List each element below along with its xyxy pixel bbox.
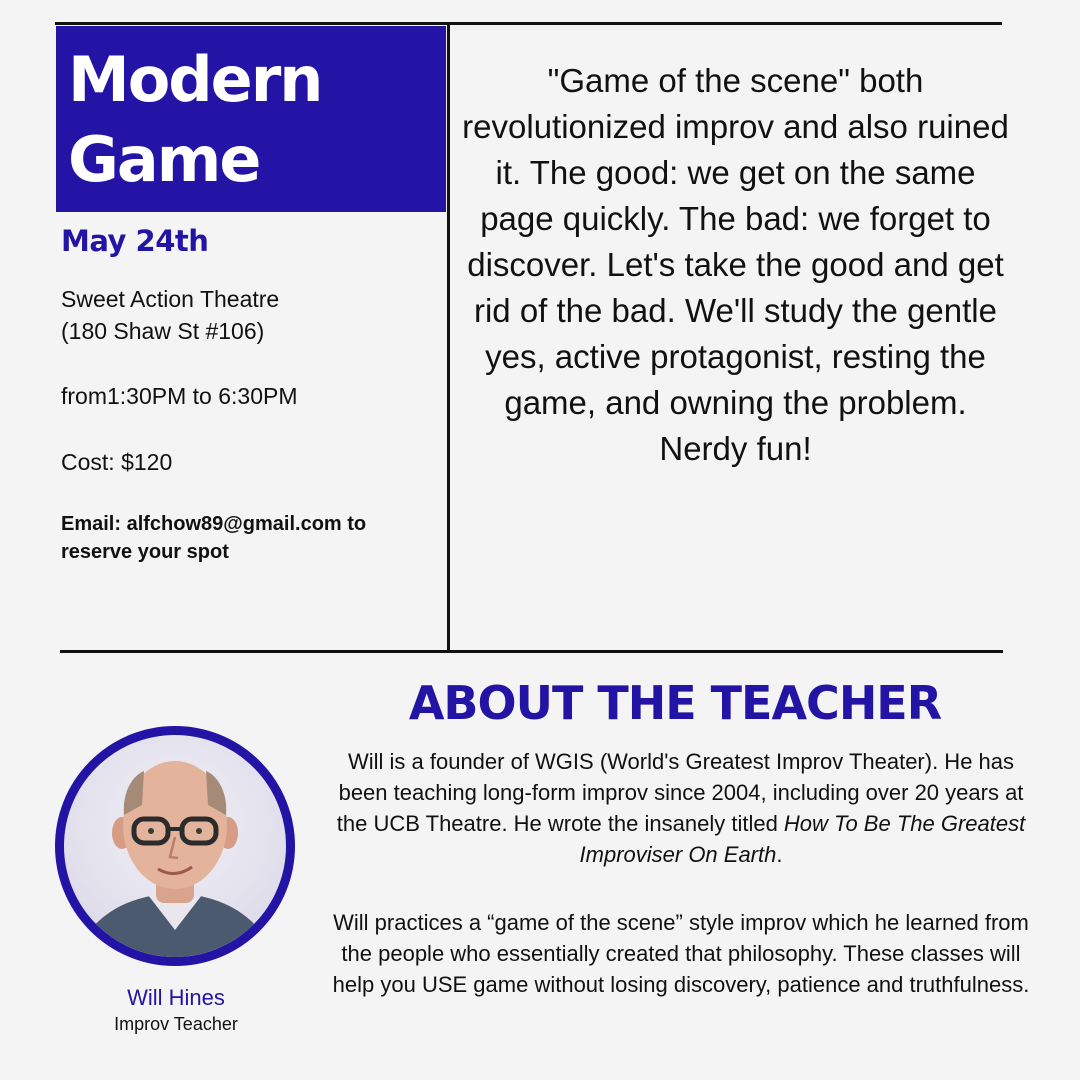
person-portrait-icon <box>64 735 286 957</box>
venue-address: (180 Shaw St #106) <box>61 318 265 344</box>
bio-text: Will is a founder of WGIS (World's Greatest Improv Theater). He has been teaching long-form improv since 2004, including over 20 years at the UCB Theatre. He wrote the insanely titled <box>336 749 1024 836</box>
teacher-bio-paragraph-1 <box>322 746 1040 870</box>
event-venue <box>61 283 279 347</box>
teacher-portrait <box>55 726 295 966</box>
title-line-1: Modern <box>68 43 322 116</box>
teacher-bio-paragraph-2: Will practices a “game of the scene” style improv which he learned from the people who essentially created that philosophy. These classes will help you USE game without losing discovery, patience and truthfulness. <box>332 910 1030 997</box>
title-banner <box>56 26 446 212</box>
teacher-role: Improv Teacher <box>114 1014 238 1034</box>
bio-end: . <box>776 842 783 867</box>
book-title: How To Be The Greatest Improviser On Earth <box>579 811 1026 867</box>
event-email: Email: alfchow89@gmail.com to reserve your spot <box>61 513 367 563</box>
column-divider <box>447 22 450 650</box>
venue-name: Sweet Action Theatre <box>61 286 280 312</box>
workshop-description: "Game of the scene" both revolutionized improv and also ruined it. The good: we get on the same page quickly. The bad: we forget to discover. Let's take the good and get rid of the bad. We'll study the gentle yes, active protagonist, resting the game, and owning the problem. Nerdy fun! <box>462 62 1009 467</box>
top-rule <box>55 22 1002 25</box>
event-cost: Cost: $120 <box>61 449 173 475</box>
event-date: May 24th <box>61 224 209 258</box>
event-time: from1:30PM to 6:30PM <box>61 383 298 409</box>
middle-rule <box>60 650 1003 653</box>
about-heading: ABOUT THE TEACHER <box>408 676 942 730</box>
teacher-name: Will Hines <box>127 985 225 1010</box>
title-line-2: Game <box>68 123 260 196</box>
